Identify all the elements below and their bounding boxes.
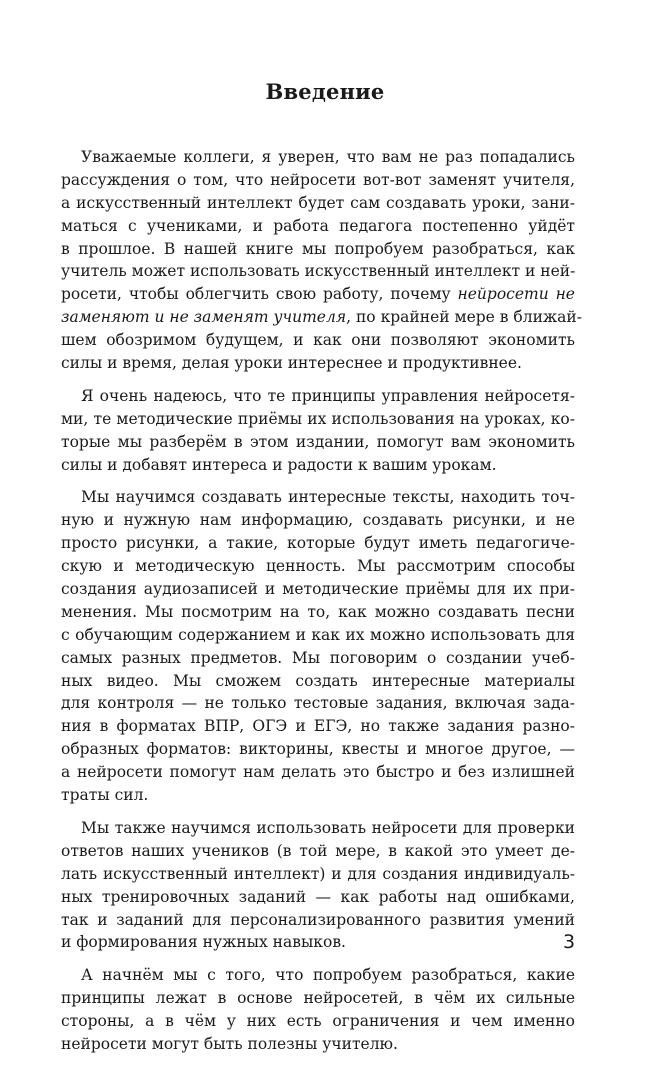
- paragraph-2: [61, 385, 575, 477]
- text-line: нейросети могут быть полезны учителю.: [61, 1034, 398, 1053]
- text-line: [61, 306, 582, 329]
- text-line: А начнём мы с того, что попробуем разобраться, какие: [81, 966, 575, 985]
- text-line: просто рисунки, а такие, которые будут иметь педагогиче-: [61, 534, 575, 553]
- text-line: ми, те методические приёмы их использования на уроках, ко-: [61, 409, 575, 428]
- paragraph-5: [61, 964, 575, 1056]
- text-line: менения. Мы посмотрим на то, как можно создавать песни: [61, 602, 575, 621]
- text-line: стороны, а в чём у них есть ограничения и чем именно: [61, 1012, 575, 1031]
- text-line: а нейросети помогут нам делать это быстро и без излишней: [61, 763, 575, 782]
- chapter-title: Введение: [265, 79, 385, 104]
- text-line: Уважаемые коллеги, я уверен, что вам не раз попадались: [81, 148, 575, 166]
- paragraph-3: [61, 486, 575, 806]
- paragraph-4: [61, 817, 575, 954]
- text-line: в прошлое. В нашей книге мы попробуем разобраться, как: [61, 239, 575, 258]
- text-line: ную и нужную нам информацию, создавать рисунки, и не: [61, 511, 575, 530]
- text-fragment: шем: [61, 331, 97, 350]
- text-line: рассуждения о том, что нейросети вот-вот заменят учителя,: [61, 170, 575, 189]
- text-line: ных видео. Мы сможем создать интересные материалы: [61, 671, 575, 690]
- text-line: [61, 329, 575, 352]
- text-line: создания аудиозаписей и методические приёмы для их при-: [61, 580, 575, 599]
- page-number: 3: [563, 931, 576, 953]
- text-line: самых разных предметов. Мы поговорим о создании учеб-: [61, 648, 575, 667]
- text-line: ных тренировочных заданий — как работы над ошибками,: [61, 887, 575, 906]
- text-fragment: , по крайней мере в ближай-: [346, 308, 582, 327]
- body-text: [61, 146, 582, 1066]
- text-line: силы и добавят интереса и радости к вашим урокам.: [61, 455, 497, 474]
- text-line: для контроля — не только тестовые задания, включая зада-: [61, 694, 575, 713]
- text-line: [61, 283, 575, 306]
- text-line: образных форматов: викторины, квесты и многое другое, —: [61, 740, 575, 759]
- text-line: скую и методическую ценность. Мы рассмотрим способы: [61, 557, 575, 576]
- text-line: и формирования нужных навыков.: [61, 933, 346, 952]
- text-line: ответов наших учеников (в той мере, в какой это умеет де-: [61, 841, 575, 860]
- italic-emphasis: нейросети не: [457, 285, 575, 304]
- text-line: Мы также научимся использовать нейросети для проверки: [81, 818, 575, 837]
- text-fragment: росети, чтобы облегчить свою работу, почему: [61, 285, 451, 304]
- text-line: торые мы разберём в этом издании, помогут вам экономить: [61, 432, 575, 451]
- text-line: с обучающим содержанием и как их можно использовать для: [61, 625, 575, 644]
- text-line: лать искусственный интеллект) и для создания индивидуаль-: [61, 864, 575, 883]
- text-line: силы и время, делая уроки интереснее и продуктивнее.: [61, 354, 522, 373]
- text-line: так и заданий для персонализированного развития умений: [61, 910, 575, 929]
- text-line: принципы лежат в основе нейросетей, в чём их сильные: [61, 989, 575, 1008]
- paragraph-1: [61, 146, 582, 375]
- text-line: траты сил.: [61, 786, 149, 805]
- text-fragment: обозримом будущем, и как они позволяют экономить: [106, 331, 575, 350]
- text-line: а искусственный интеллект будет сам создавать уроки, зани-: [61, 193, 575, 212]
- text-line: учитель может использовать искусственный интеллект и ней-: [61, 262, 576, 281]
- text-line: Я очень надеюсь, что те принципы управления нейросетя-: [81, 386, 575, 405]
- italic-emphasis: заменяют и не заменят учителя: [61, 308, 347, 327]
- text-line: маться с учениками, и работа педагога постепенно уйдёт: [61, 216, 575, 235]
- text-line: ния в форматах ВПР, ОГЭ и ЕГЭ, но также задания разно-: [61, 717, 575, 736]
- text-line: Мы научимся создавать интересные тексты, находить точ-: [81, 488, 575, 507]
